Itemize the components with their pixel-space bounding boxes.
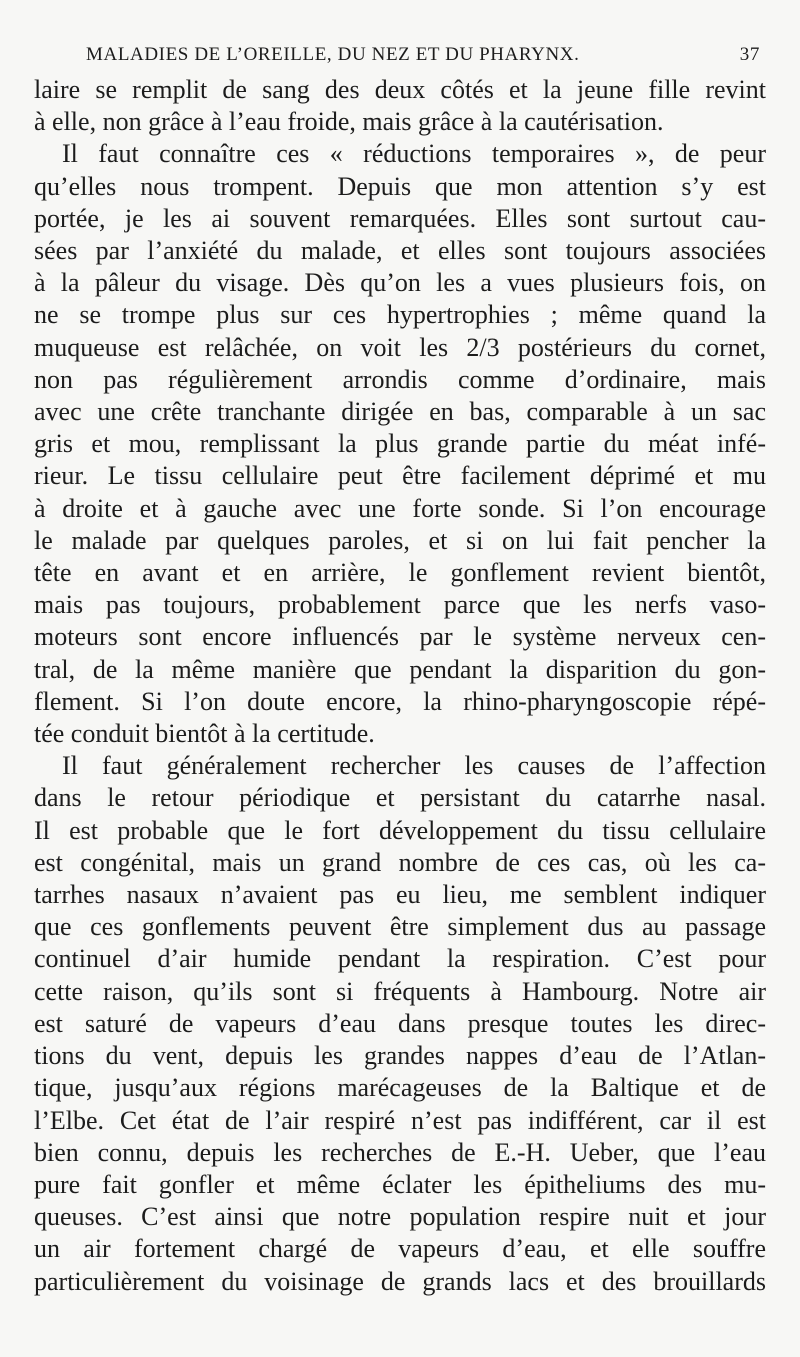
text-line: sées par l’anxiété du malade, et elles sont toujours associées [34, 236, 766, 266]
text-line: bien connu, depuis les recherches de E.-H. Ueber, que l’eau [34, 1137, 766, 1167]
paragraph-first-line: Il faut généralement rechercher les causes de l’affection [62, 751, 766, 781]
running-head-title: MALADIES DE L’OREILLE, DU NEZ ET DU PHARYNX. [86, 44, 580, 65]
text-line: tée conduit bientôt à la certitude. [34, 719, 375, 749]
text-line: le malade par quelques paroles, et si on lui fait pencher la [34, 525, 766, 555]
text-line: à droite et à gauche avec une forte sonde. Si l’on encourage [34, 493, 766, 523]
page-number: 37 [739, 44, 760, 65]
text-line: gris et mou, remplissant la plus grande partie du méat infé- [34, 429, 766, 459]
text-line: particulièrement du voisinage de grands lacs et des brouillards [34, 1266, 766, 1296]
text-line: tions du vent, depuis les grandes nappes d’eau de l’Atlan- [34, 1041, 766, 1071]
text-line: tête en avant et en arrière, le gonflement revient bientôt, [34, 558, 766, 588]
text-line: avec une crête tranchante dirigée en bas, comparable à un sac [34, 397, 766, 427]
text-line: l’Elbe. Cet état de l’air respiré n’est pas indifférent, car il est [34, 1105, 766, 1135]
text-line: mais pas toujours, probablement parce que les nerfs vaso- [34, 590, 766, 620]
text-line: pure fait gonfler et même éclater les épitheliums des mu- [34, 1169, 766, 1199]
text-line: muqueuse est relâchée, on voit les 2/3 postérieurs du cornet, [34, 332, 766, 362]
text-line: tral, de la même manière que pendant la disparition du gon- [34, 654, 766, 684]
text-line: que ces gonflements peuvent être simplement dus au passage [34, 912, 766, 942]
text-line: un air fortement chargé de vapeurs d’eau, et elle souffre [34, 1234, 766, 1264]
text-line: Il est probable que le fort développement du tissu cellulaire [34, 815, 766, 845]
text-line: à elle, non grâce à l’eau froide, mais grâce à la cautérisation. [34, 107, 664, 137]
text-line: continuel d’air humide pendant la respiration. C’est pour [34, 944, 766, 974]
text-line: queuses. C’est ainsi que notre population respire nuit et jour [34, 1202, 766, 1232]
text-line: laire se remplit de sang des deux côtés et la jeune fille revint [34, 75, 766, 104]
text-line: est saturé de vapeurs d’eau dans presque toutes les direc- [34, 1008, 766, 1038]
text-line: rieur. Le tissu cellulaire peut être facilement déprimé et mu [34, 461, 766, 491]
text-line: cette raison, qu’ils sont si fréquents à Hambourg. Notre air [34, 976, 766, 1006]
running-head [86, 44, 760, 74]
text-line: tique, jusqu’aux régions marécageuses de la Baltique et de [34, 1073, 766, 1103]
text-line: tarrhes nasaux n’avaient pas eu lieu, me semblent indiquer [34, 880, 766, 910]
text-line: moteurs sont encore influencés par le système nerveux cen- [34, 622, 766, 652]
text-line: flement. Si l’on doute encore, la rhino-pharyngoscopie répé- [34, 686, 766, 716]
text-line: dans le retour périodique et persistant du catarrhe nasal. [34, 783, 766, 813]
text-line: non pas régulièrement arrondis comme d’ordinaire, mais [34, 364, 766, 394]
text-line: à la pâleur du visage. Dès qu’on les a vues plusieurs fois, on [34, 268, 766, 298]
text-line: qu’elles nous trompent. Depuis que mon attention s’y est [34, 171, 766, 201]
text-line: est congénital, mais un grand nombre de ces cas, où les ca- [34, 847, 766, 877]
paragraph-first-line: Il faut connaître ces « réductions temporaires », de peur [62, 139, 766, 169]
text-line: ne se trompe plus sur ces hypertrophies ; même quand la [34, 300, 766, 330]
body-text [34, 74, 766, 1298]
text-line: portée, je les ai souvent remarquées. Elles sont surtout cau- [34, 203, 766, 233]
